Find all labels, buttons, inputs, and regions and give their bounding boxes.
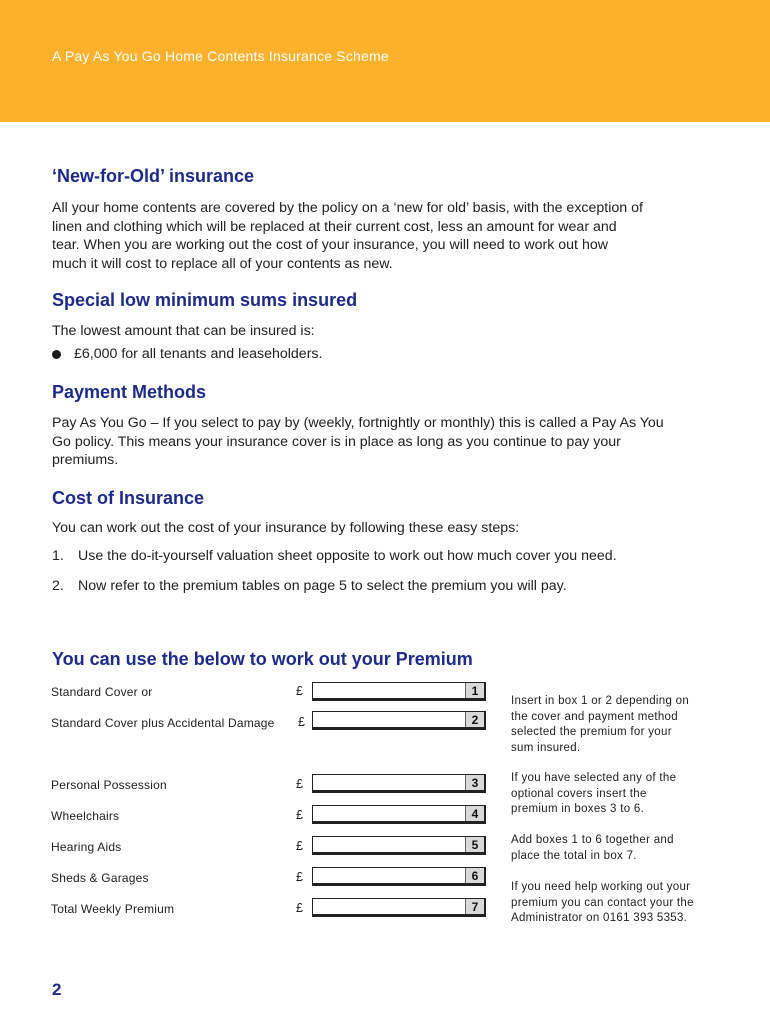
minimum-bullet bbox=[52, 346, 322, 362]
step-text: Use the do-it-yourself valuation sheet opposite to work out how much cover you need. bbox=[78, 548, 617, 564]
box-number: 6 bbox=[465, 868, 484, 883]
premium-box-4[interactable] bbox=[312, 805, 486, 824]
minimum-intro: The lowest amount that can be insured is: bbox=[52, 323, 315, 339]
note-line: sum insured. bbox=[511, 741, 581, 754]
note-box-1-2 bbox=[511, 694, 731, 756]
paragraph-line: All your home contents are covered by the policy on a ‘new for old’ basis, with the exception of bbox=[52, 200, 643, 216]
paragraph-line: premiums. bbox=[52, 452, 119, 469]
note-add-boxes bbox=[511, 833, 731, 864]
box-number: 7 bbox=[465, 899, 484, 914]
box-number: 1 bbox=[465, 683, 484, 698]
cost-intro: You can work out the cost of your insurance by following these easy steps: bbox=[52, 520, 520, 536]
currency-symbol: £ bbox=[296, 808, 303, 822]
note-optional-covers bbox=[511, 771, 731, 818]
premium-box-1[interactable] bbox=[312, 682, 486, 701]
step-2 bbox=[52, 578, 567, 594]
paragraph-line: Go policy. This means your insurance cover is in place as long as you continue to pay your bbox=[52, 433, 621, 450]
premium-heading: You can use the below to work out your Premium bbox=[52, 649, 473, 669]
premium-box-5[interactable] bbox=[312, 836, 486, 855]
note-line: optional covers insert the bbox=[511, 787, 647, 800]
new-for-old-paragraph bbox=[52, 199, 722, 273]
paragraph-line: tear. When you are working out the cost of your insurance, you will need to work out how bbox=[52, 237, 608, 254]
document-title: A Pay As You Go Home Contents Insurance Scheme bbox=[52, 48, 389, 64]
currency-symbol: £ bbox=[298, 715, 305, 729]
currency-symbol: £ bbox=[296, 901, 303, 915]
row-label-standard-cover: Standard Cover or bbox=[51, 685, 153, 699]
note-line: place the total in box 7. bbox=[511, 849, 637, 862]
note-line: selected the premium for your bbox=[511, 726, 672, 738]
paragraph-line: much it will cost to replace all of your contents as new. bbox=[52, 255, 393, 272]
currency-symbol: £ bbox=[296, 839, 303, 853]
payment-methods-heading: Payment Methods bbox=[52, 382, 207, 402]
bullet-text: £6,000 for all tenants and leaseholders. bbox=[74, 346, 323, 362]
note-line: Add boxes 1 to 6 together and bbox=[511, 834, 674, 846]
step-1 bbox=[52, 548, 617, 564]
note-line: Administrator on 0161 393 5353. bbox=[511, 912, 688, 924]
note-help-contact bbox=[511, 880, 731, 927]
box-number: 4 bbox=[465, 806, 484, 821]
note-line: If you need help working out your bbox=[511, 881, 691, 893]
row-label-hearing-aids: Hearing Aids bbox=[51, 840, 122, 854]
step-number: 1. bbox=[52, 548, 64, 564]
paragraph-line: linen and clothing which will be replaced at their current cost, less an amount for wear and bbox=[52, 218, 617, 235]
premium-box-3[interactable] bbox=[312, 774, 486, 793]
paragraph-line: Pay As You Go – If you select to pay by (weekly, fortnightly or monthly) this is called a Pay As You bbox=[52, 415, 664, 431]
bullet-icon bbox=[52, 350, 61, 359]
row-label-personal-possession: Personal Possession bbox=[51, 778, 167, 792]
premium-box-6[interactable] bbox=[312, 867, 486, 886]
step-text: Now refer to the premium tables on page 5 to select the premium you will pay. bbox=[78, 578, 567, 594]
row-label-total-weekly-premium: Total Weekly Premium bbox=[51, 902, 175, 916]
note-line: premium in boxes 3 to 6. bbox=[511, 803, 645, 815]
minimum-sums-heading: Special low minimum sums insured bbox=[52, 290, 358, 310]
row-label-accidental-damage: Standard Cover plus Accidental Damage bbox=[51, 716, 275, 730]
box-number: 3 bbox=[465, 775, 484, 790]
premium-box-7[interactable] bbox=[312, 898, 486, 917]
note-line: the cover and payment method bbox=[511, 710, 678, 723]
payment-paragraph bbox=[52, 414, 722, 470]
row-label-wheelchairs: Wheelchairs bbox=[51, 809, 120, 823]
row-label-sheds-garages: Sheds & Garages bbox=[51, 871, 149, 885]
box-number: 5 bbox=[465, 837, 484, 852]
note-line: premium you can contact your the bbox=[511, 896, 694, 909]
cost-heading: Cost of Insurance bbox=[52, 488, 205, 508]
step-number: 2. bbox=[52, 578, 64, 594]
new-for-old-heading: ‘New-for-Old’ insurance bbox=[52, 166, 255, 186]
currency-symbol: £ bbox=[296, 870, 303, 884]
premium-box-2[interactable] bbox=[312, 711, 486, 730]
header-banner bbox=[0, 0, 770, 122]
currency-symbol: £ bbox=[296, 684, 303, 698]
page-number: 2 bbox=[52, 980, 62, 999]
note-line: If you have selected any of the bbox=[511, 772, 677, 784]
box-number: 2 bbox=[465, 712, 484, 727]
note-line: Insert in box 1 or 2 depending on bbox=[511, 695, 690, 707]
currency-symbol: £ bbox=[296, 777, 303, 791]
